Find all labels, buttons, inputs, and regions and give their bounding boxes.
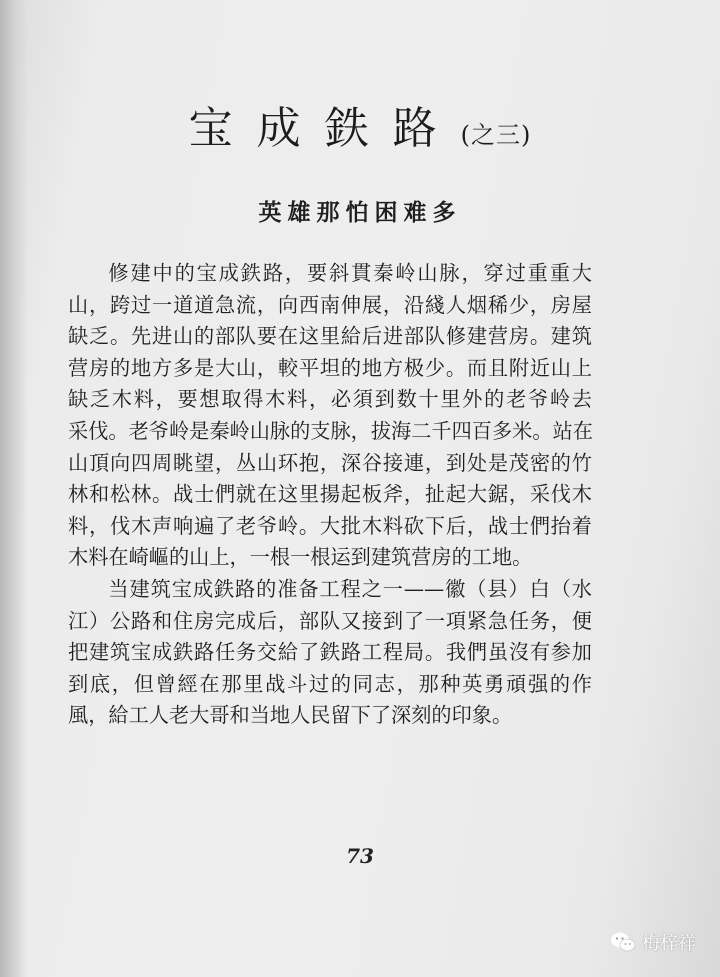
text-line: 缺乏。先进山的部队要在这里給后进部队修建营房。建筑 [68, 324, 592, 349]
text-line: 風，給工人老大哥和当地人民留下了深刻的印象。 [68, 703, 513, 728]
page-number: 73 [346, 844, 374, 868]
text-line: 当建筑宝成鉄路的准备工程之一——徽（县）白（水 [108, 576, 592, 601]
watermark-text: 梅梓祥 [642, 933, 696, 954]
paragraph-2 [68, 574, 592, 732]
text-line: 江）公路和住房完成后，部队又接到了一項紧急任务，便 [68, 608, 592, 633]
wechat-icon [610, 931, 636, 953]
text-line: 营房的地方多是大山，較平坦的地方极少。而且附近山上 [68, 355, 592, 380]
text-line: 山，跨过一道道急流，向西南伸展，沿綫人烟稀少，房屋 [68, 292, 592, 317]
chapter-title [0, 92, 720, 156]
body-text [68, 258, 592, 732]
text-line: 料，伐木声响遍了老爷岭。大批木料砍下后，战士們抬着 [68, 513, 592, 538]
text-line: 木料在崎嶇的山上，一根一根运到建筑营房的工地。 [68, 545, 533, 570]
text-line: 山頂向四周眺望，丛山环抱，深谷接連，到处是茂密的竹 [68, 450, 592, 475]
watermark [610, 929, 696, 955]
section-heading: 英雄那怕困难多 [258, 200, 462, 226]
chapter-title-sub: (之三) [460, 121, 532, 149]
chapter-title-main: 宝成鉄路 [188, 103, 461, 154]
text-line: 把建筑宝成鉄路任务交給了鉄路工程局。我們虽沒有参加 [68, 640, 592, 665]
paragraph-1 [68, 258, 592, 574]
text-line: 修建中的宝成鉄路，要斜貫秦岭山脉，穿过重重大 [108, 261, 592, 285]
text-line: 采伐。老爷岭是秦岭山脉的支脉，拔海二千四百多米。站在 [68, 418, 593, 443]
text-line: 林和松林。战士們就在这里揚起板斧，扯起大鋸，采伐木 [68, 482, 592, 507]
text-line: 到底，但曾經在那里战斗过的同志，那种英勇頑强的作 [68, 671, 592, 696]
text-line: 缺乏木料，要想取得木料，必須到数十里外的老爷岭去 [68, 387, 592, 412]
